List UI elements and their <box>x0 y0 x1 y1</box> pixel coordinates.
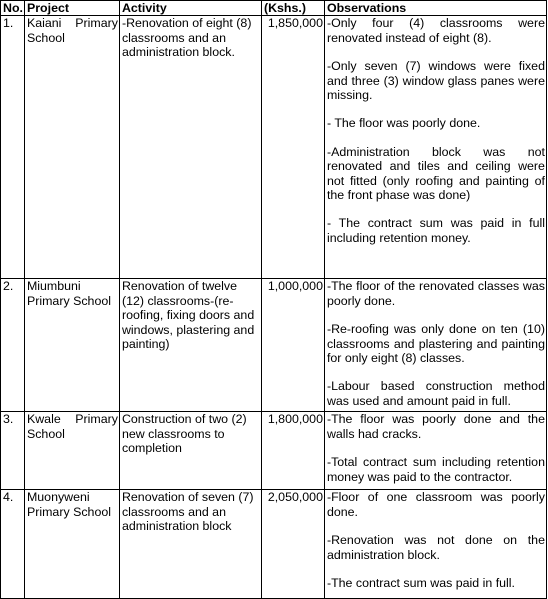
observation-item: -The contract sum was paid in full. <box>326 576 515 591</box>
header-observations: Observations <box>324 1 546 16</box>
observation-item: -Labour based construction method was used and amount paid in full. <box>326 379 545 408</box>
row-amount: 1,000,000 <box>261 279 324 412</box>
row-observations <box>324 412 546 490</box>
row-observations <box>324 490 546 599</box>
row-project: Muonyweni Primary School <box>24 490 119 599</box>
observation-item: - The floor was poorly done. <box>326 116 481 131</box>
row-activity: Construction of two (2) new classrooms to completion <box>119 412 261 490</box>
row-no: 3. <box>1 412 25 490</box>
header-activity: Activity <box>119 1 261 16</box>
observation-item: -Administration block was not renovated and tiles and ceiling were not fitted (only roofing and painting of the front phase was done) <box>326 144 545 203</box>
row-activity: Renovation of seven (7) classrooms and an administration block <box>119 490 261 599</box>
table-row <box>1 412 547 490</box>
row-no: 1. <box>1 16 25 279</box>
observation-item: -Renovation was not done on the administration block. <box>326 533 545 562</box>
row-observations <box>324 279 546 412</box>
row-project: Miumbuni Primary School <box>24 279 119 412</box>
row-project: Kaiani Primary School <box>24 16 119 279</box>
row-project: Kwale Primary School <box>24 412 119 490</box>
table-header-row <box>1 1 547 16</box>
row-amount: 1,800,000 <box>261 412 324 490</box>
table-row <box>1 279 547 412</box>
row-no: 4. <box>1 490 25 599</box>
header-amount: (Kshs.) <box>261 1 324 16</box>
observation-item: -The floor was poorly done and the walls had cracks. <box>326 412 545 441</box>
table-row <box>1 16 547 279</box>
observation-item: -Floor of one classroom was poorly done. <box>326 490 545 519</box>
row-amount: 1,850,000 <box>261 16 324 279</box>
row-activity: Renovation of twelve (12) classrooms-(re-roofing, fixing doors and windows, plastering and painting) <box>119 279 261 412</box>
row-activity: -Renovation of eight (8) classrooms and an administration block. <box>119 16 261 279</box>
row-observations <box>324 16 546 279</box>
header-no: No. <box>1 1 25 16</box>
observation-item: -The floor of the renovated classes was poorly done. <box>326 279 545 308</box>
row-amount: 2,050,000 <box>261 490 324 599</box>
observation-item: -Total contract sum including retention money was paid to the contractor. <box>326 455 545 484</box>
row-no: 2. <box>1 279 25 412</box>
observation-item: -Re-roofing was only done on ten (10) classrooms and plastering and painting for only eight (8) classes. <box>326 322 545 366</box>
header-project: Project <box>24 1 119 16</box>
table-row <box>1 490 547 599</box>
observation-item: -Only four (4) classrooms were renovated instead of eight (8). <box>326 16 545 45</box>
observation-item: - The contract sum was paid in full including retention money. <box>326 216 545 245</box>
observation-item: -Only seven (7) windows were fixed and three (3) window glass panes were missing. <box>326 59 545 103</box>
